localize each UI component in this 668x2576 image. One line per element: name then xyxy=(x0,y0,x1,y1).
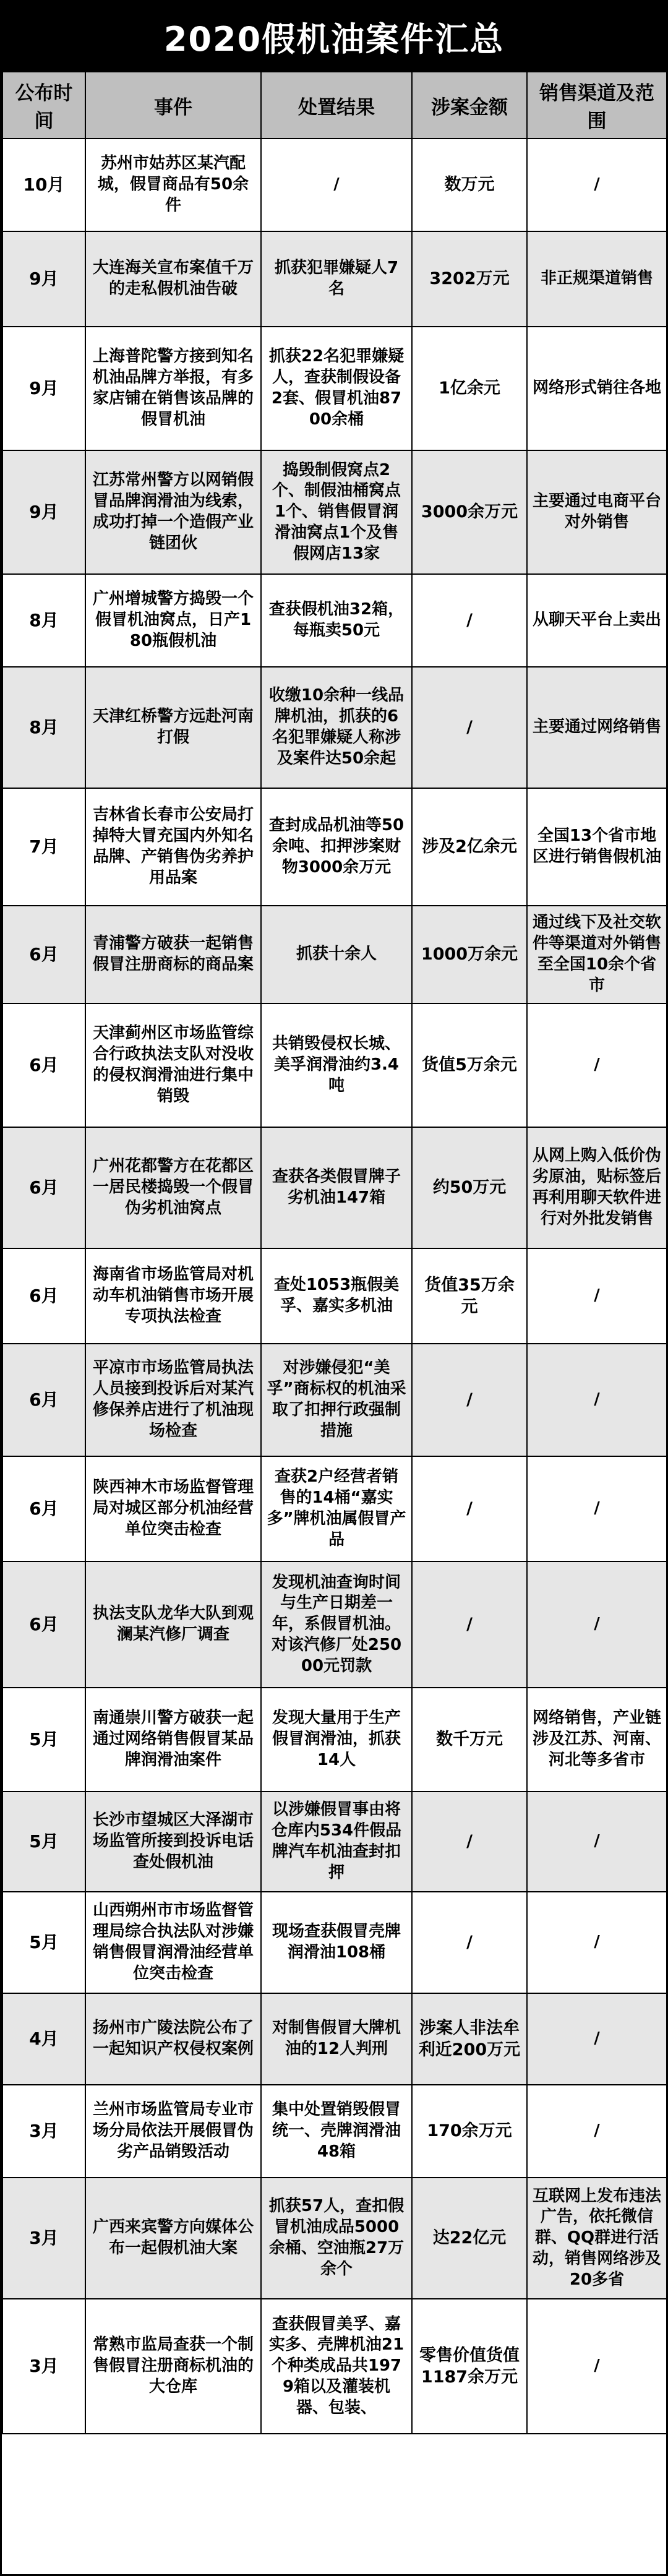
cell-channel: 互联网上发布违法广告，依托微信群、QQ群进行活动，销售网络涉及20多省 xyxy=(527,2178,667,2299)
cell-amount: / xyxy=(412,1561,527,1688)
cell-event: 南通崇川警方破获一起通过网络销售假冒某品牌润滑油案件 xyxy=(85,1688,261,1792)
cell-channel: / xyxy=(527,2085,667,2178)
cell-result: 查获2户经营者销售的14桶“嘉实多”牌机油属假冒产品 xyxy=(261,1456,412,1561)
cell-channel: 网络形式销往各地 xyxy=(527,327,667,450)
cell-amount: 3202万元 xyxy=(412,231,527,327)
table-row xyxy=(2,1456,667,1561)
cell-amount: 货值5万余元 xyxy=(412,1003,527,1127)
cell-amount: / xyxy=(412,667,527,788)
cell-amount: 数千万元 xyxy=(412,1688,527,1792)
cell-amount: 数万元 xyxy=(412,139,527,231)
cell-amount: 1亿余元 xyxy=(412,327,527,450)
cell-result: 现场查获假冒壳牌润滑油108桶 xyxy=(261,1892,412,1993)
page-title: 2020假机油案件汇总 xyxy=(2,2,666,71)
cell-event: 海南省市场监管局对机动车机油销售市场开展专项执法检查 xyxy=(85,1248,261,1344)
cell-time: 5月 xyxy=(2,1892,85,1993)
cell-time: 10月 xyxy=(2,139,85,231)
cell-time: 6月 xyxy=(2,1127,85,1248)
table-row xyxy=(2,1561,667,1688)
header-channel: 销售渠道及范围 xyxy=(527,72,667,139)
table-row xyxy=(2,2299,667,2434)
cell-result: 收缴10余种一线品牌机油，抓获的6名犯罪嫌疑人称涉及案件达50余起 xyxy=(261,667,412,788)
cell-channel: / xyxy=(527,1792,667,1892)
cell-event: 广西来宾警方向媒体公布一起假机油大案 xyxy=(85,2178,261,2299)
cell-result: 查封成品机油等50余吨、扣押涉案财物3000余万元 xyxy=(261,788,412,906)
cell-result: 抓获22名犯罪嫌疑人，查获制假设备2套、假冒机油8700余桶 xyxy=(261,327,412,450)
cell-amount: 约50万元 xyxy=(412,1127,527,1248)
cell-time: 6月 xyxy=(2,1344,85,1456)
cell-event: 常熟市监局查获一个制售假冒注册商标机油的大仓库 xyxy=(85,2299,261,2434)
cell-amount: / xyxy=(412,1792,527,1892)
cell-result: 查处1053瓶假美孚、嘉实多机油 xyxy=(261,1248,412,1344)
cell-channel: 从网上购入低价伪劣原油，贴标签后再利用聊天软件进行对外批发销售 xyxy=(527,1127,667,1248)
cell-time: 3月 xyxy=(2,2299,85,2434)
cell-result: 抓获犯罪嫌疑人7名 xyxy=(261,231,412,327)
cell-event: 长沙市望城区大泽湖市场监管所接到投诉电话查处假机油 xyxy=(85,1792,261,1892)
cell-channel: 全国13个省市地区进行销售假机油 xyxy=(527,788,667,906)
cell-time: 6月 xyxy=(2,1561,85,1688)
cell-result: 捣毁制假窝点2个、制假油桶窝点1个、销售假冒润滑油窝点1个及售假网店13家 xyxy=(261,450,412,574)
cell-time: 4月 xyxy=(2,1993,85,2085)
cell-result: 发现大量用于生产假冒润滑油，抓获14人 xyxy=(261,1688,412,1792)
cell-amount: 货值35万余元 xyxy=(412,1248,527,1344)
table-row xyxy=(2,1688,667,1792)
cell-event: 苏州市姑苏区某汽配城，假冒商品有50余件 xyxy=(85,139,261,231)
cell-channel: 主要通过网络销售 xyxy=(527,667,667,788)
cell-event: 广州增城警方捣毁一个假冒机油窝点，日产180瓶假机油 xyxy=(85,574,261,667)
cell-channel: / xyxy=(527,1892,667,1993)
cell-amount: 3000余万元 xyxy=(412,450,527,574)
cell-event: 江苏常州警方以网销假冒品牌润滑油为线索，成功打掉一个造假产业链团伙 xyxy=(85,450,261,574)
cell-event: 陕西神木市场监督管理局对城区部分机油经营单位突击检查 xyxy=(85,1456,261,1561)
cell-time: 6月 xyxy=(2,1456,85,1561)
table-row xyxy=(2,1993,667,2085)
header-time: 公布时间 xyxy=(2,72,85,139)
cell-amount: 零售价值货值1187余万元 xyxy=(412,2299,527,2434)
cell-time: 3月 xyxy=(2,2085,85,2178)
cell-event: 青浦警方破获一起销售假冒注册商标的商品案 xyxy=(85,906,261,1003)
cell-channel: 主要通过电商平台对外销售 xyxy=(527,450,667,574)
cell-amount: 1000万余元 xyxy=(412,906,527,1003)
cell-event: 扬州市广陵法院公布了一起知识产权侵权案例 xyxy=(85,1993,261,2085)
cell-channel: 从聊天平台上卖出 xyxy=(527,574,667,667)
case-table xyxy=(2,71,667,2434)
cell-event: 天津蓟州区市场监管综合行政执法支队对没收的侵权润滑油进行集中销毁 xyxy=(85,1003,261,1127)
cell-channel: / xyxy=(527,1344,667,1456)
cell-event: 执法支队龙华大队到观澜某汽修厂调查 xyxy=(85,1561,261,1688)
table-row xyxy=(2,1248,667,1344)
cell-event: 上海普陀警方接到知名机油品牌方举报，有多家店铺在销售该品牌的假冒机油 xyxy=(85,327,261,450)
table-row xyxy=(2,327,667,450)
table-row xyxy=(2,450,667,574)
table-row xyxy=(2,906,667,1003)
table-row xyxy=(2,1127,667,1248)
cell-result: 查获假机油32箱，每瓶卖50元 xyxy=(261,574,412,667)
cell-channel: 网络销售，产业链涉及江苏、河南、河北等多省市 xyxy=(527,1688,667,1792)
cell-time: 8月 xyxy=(2,667,85,788)
cell-result: 以涉嫌假冒事由将仓库内534件假品牌汽车机油查封扣押 xyxy=(261,1792,412,1892)
cell-event: 广州花都警方在花都区一居民楼捣毁一个假冒伪劣机油窝点 xyxy=(85,1127,261,1248)
cell-channel: / xyxy=(527,1003,667,1127)
cell-result: 对制售假冒大牌机油的12人判刑 xyxy=(261,1993,412,2085)
cell-amount: 涉及2亿余元 xyxy=(412,788,527,906)
table-row xyxy=(2,1003,667,1127)
cell-channel: / xyxy=(527,1248,667,1344)
cell-channel: / xyxy=(527,1993,667,2085)
cell-amount: / xyxy=(412,574,527,667)
cell-channel: / xyxy=(527,2299,667,2434)
cell-time: 7月 xyxy=(2,788,85,906)
cell-result: 查获假冒美孚、嘉实多、壳牌机油21个种类成品共1979箱以及灌装机器、包装、 xyxy=(261,2299,412,2434)
cell-time: 9月 xyxy=(2,231,85,327)
table-row xyxy=(2,1344,667,1456)
cell-time: 5月 xyxy=(2,1688,85,1792)
cell-result: 抓获57人，查扣假冒机油成品5000余桶、空油瓶27万余个 xyxy=(261,2178,412,2299)
cell-event: 吉林省长春市公安局打掉特大冒充国内外知名品牌、产销售伪劣养护用品案 xyxy=(85,788,261,906)
header-result: 处置结果 xyxy=(261,72,412,139)
cell-time: 9月 xyxy=(2,327,85,450)
cell-time: 6月 xyxy=(2,1003,85,1127)
cell-result: 共销毁侵权长城、美孚润滑油约3.4吨 xyxy=(261,1003,412,1127)
cell-channel: / xyxy=(527,1561,667,1688)
table-row xyxy=(2,231,667,327)
cell-channel: / xyxy=(527,139,667,231)
cell-event: 山西朔州市市场监督管理局综合执法队对涉嫌销售假冒润滑油经营单位突击检查 xyxy=(85,1892,261,1993)
cell-amount: / xyxy=(412,1456,527,1561)
table-row xyxy=(2,2178,667,2299)
table-row xyxy=(2,574,667,667)
cell-amount: / xyxy=(412,1892,527,1993)
cell-event: 兰州市场监管局专业市场分局依法开展假冒伪劣产品销毁活动 xyxy=(85,2085,261,2178)
cell-result: 集中处置销毁假冒统一、壳牌润滑油48箱 xyxy=(261,2085,412,2178)
cell-time: 9月 xyxy=(2,450,85,574)
cell-time: 6月 xyxy=(2,1248,85,1344)
cell-amount: 170余万元 xyxy=(412,2085,527,2178)
cell-amount: 涉案人非法牟利近200万元 xyxy=(412,1993,527,2085)
table-row xyxy=(2,788,667,906)
cell-result: 发现机油查询时间与生产日期差一年，系假冒机油。对该汽修厂处25000元罚款 xyxy=(261,1561,412,1688)
table-row xyxy=(2,1892,667,1993)
cell-event: 大连海关宣布案值千万的走私假机油告破 xyxy=(85,231,261,327)
table-header-row xyxy=(2,72,667,139)
cell-result: 抓获十余人 xyxy=(261,906,412,1003)
cell-amount: / xyxy=(412,1344,527,1456)
table-row xyxy=(2,1792,667,1892)
cell-result: 对涉嫌侵犯“美孚”商标权的机油采取了扣押行政强制措施 xyxy=(261,1344,412,1456)
table-row xyxy=(2,667,667,788)
header-event: 事件 xyxy=(85,72,261,139)
cell-channel: 通过线下及社交软件等渠道对外销售至全国10余个省市 xyxy=(527,906,667,1003)
cell-amount: 达22亿元 xyxy=(412,2178,527,2299)
cell-result: / xyxy=(261,139,412,231)
cell-time: 8月 xyxy=(2,574,85,667)
cell-event: 平凉市市场监管局执法人员接到投诉后对某汽修保养店进行了机油现场检查 xyxy=(85,1344,261,1456)
header-amount: 涉案金额 xyxy=(412,72,527,139)
cell-event: 天津红桥警方远赴河南打假 xyxy=(85,667,261,788)
cell-time: 5月 xyxy=(2,1792,85,1892)
table-row xyxy=(2,2085,667,2178)
cell-time: 3月 xyxy=(2,2178,85,2299)
cell-result: 查获各类假冒牌子劣机油147箱 xyxy=(261,1127,412,1248)
cell-time: 6月 xyxy=(2,906,85,1003)
cell-channel: / xyxy=(527,1456,667,1561)
table-row xyxy=(2,139,667,231)
cell-channel: 非正规渠道销售 xyxy=(527,231,667,327)
